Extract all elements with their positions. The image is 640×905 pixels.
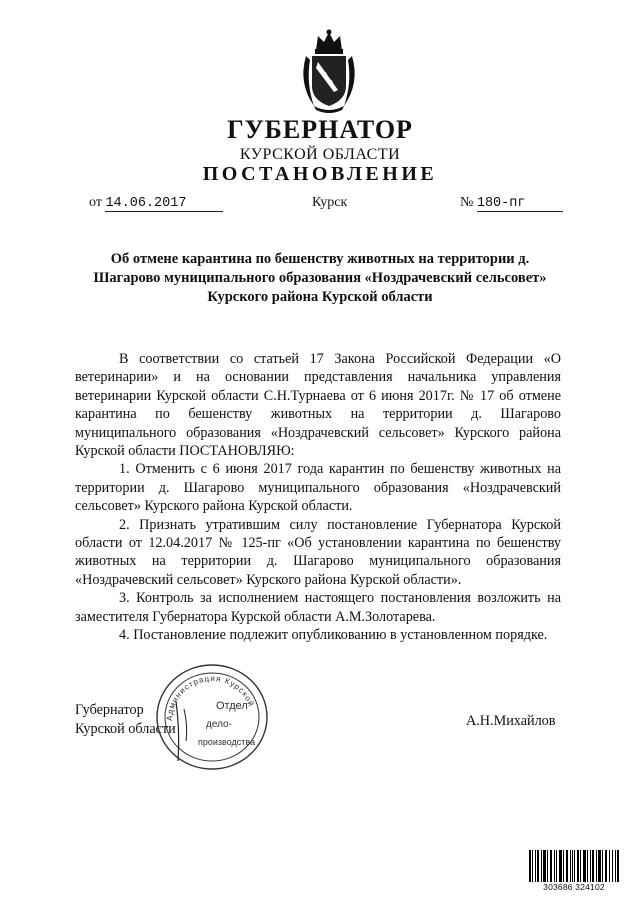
body-paragraph: 1. Отменить с 6 июня 2017 года карантин по бешенству животных на территории д. Шагарово муниципального образования «Ноздрачевский сельсовет» Курского района Курской области. [75,461,561,515]
signature-name: А.Н.Михайлов [466,713,556,729]
body-paragraph: 3. Контроль за исполнением настоящего постановления возложить на заместителя Губернатора Курской области А.М.Золотарева. [75,590,561,625]
body-paragraph: 2. Признать утратившим силу постановление Губернатора Курской области от 12.04.2017 № 125-пг «Об установлении карантина по бешенству животных на территории д. Шагарово муниципального образования «Ноздрачевский сельсовет» Курского района Курской области». [75,516,561,588]
stamp-line1: Отдел [216,700,248,712]
number-value: 180-пг [477,197,563,212]
document-number [460,195,563,212]
official-stamp [154,661,270,773]
svg-text:Администрация Курской [165,674,256,721]
stamp-line3: производства [198,737,256,747]
date-value: 14.06.2017 [105,197,223,212]
body-paragraph: В соответствии со статьей 17 Закона Российской Федерации «О ветеринарии» и на основании представления начальника управления ветеринарии Курской области С.Н.Турнаева от 6 июня 2017г. № 17 об отмене карантина по бешенству животных на территории д. Шагарово муниципального образования «Ноздрачевский сельсовет» Курского района Курской области ПОСТАНОВЛЯЮ: [75,351,561,460]
document-subject: Об отмене карантина по бешенству животных на территории д. Шагарово муниципального образования «Ноздрачевский сельсовет» Курского района Курской области [93,251,547,305]
header-title: ГУБЕРНАТОР [227,115,413,144]
coat-of-arms-emblem [296,28,362,114]
document-city: Курск [312,195,348,210]
stamp-ring-text: Администрация Курской [164,673,257,722]
date-prefix: от [89,195,102,210]
document-date [89,195,223,212]
position-line2: Курской области [75,720,176,737]
header-region: КУРСКОЙ ОБЛАСТИ [239,146,401,163]
position-line1: Губернатор [75,702,144,718]
document-body [75,350,561,645]
body-paragraph: 4. Постановление подлежит опубликованию в установленном порядке. [119,627,548,644]
number-prefix: № [460,195,474,210]
document-type: ПОСТАНОВЛЕНИЕ [202,163,438,185]
stamp-line2: дело- [206,719,232,730]
barcode-number: 303686 324102 [528,882,620,892]
